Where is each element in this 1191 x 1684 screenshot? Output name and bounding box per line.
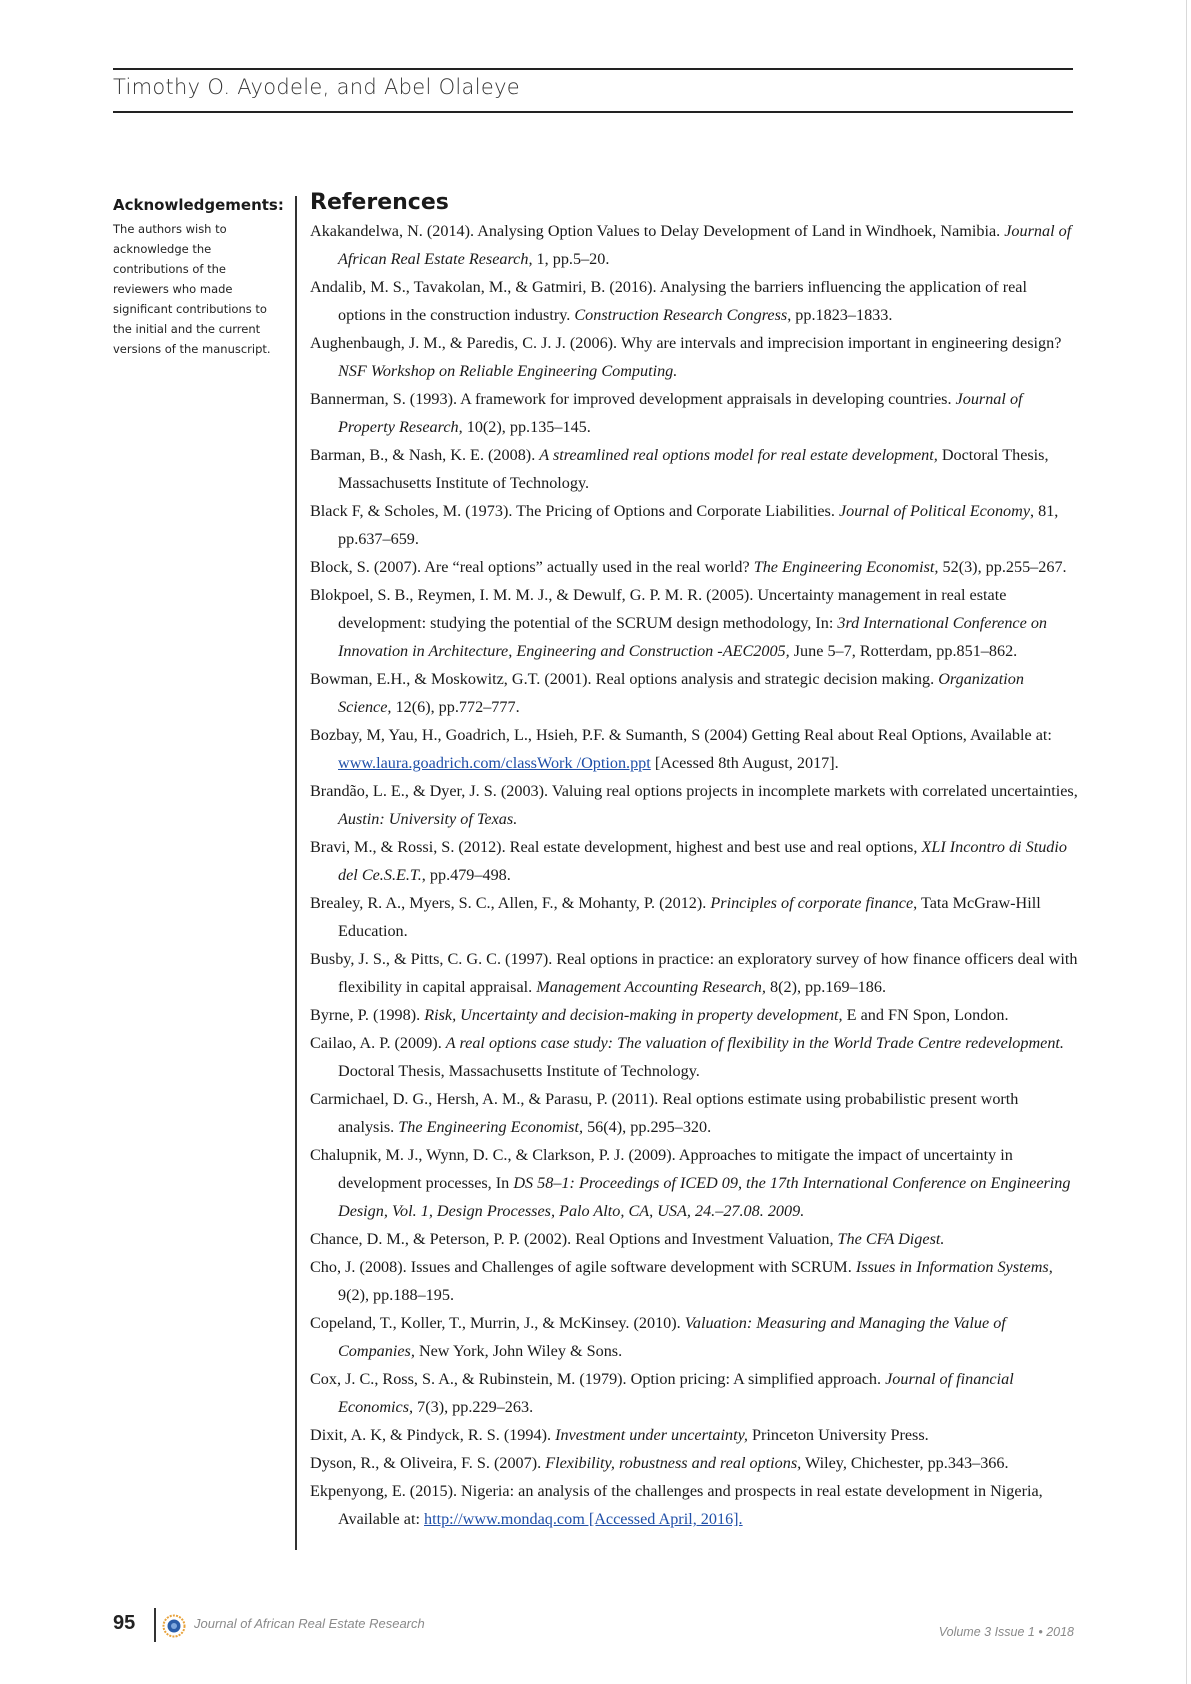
reference-text: Cox, J. C., Ross, S. A., & Rubinstein, M. (1979). Option pricing: A simplified approach. bbox=[310, 1370, 886, 1388]
reference-source-title: Investment under uncertainty, bbox=[555, 1426, 748, 1444]
reference-source-title: Management Accounting Research, bbox=[536, 978, 766, 996]
reference-text: Dixit, A. K, & Pindyck, R. S. (1994). bbox=[310, 1426, 556, 1444]
reference-source-title: The CFA Digest. bbox=[837, 1230, 945, 1248]
reference-source-title: XLI Incontro di Studio del Ce.S.E.T. bbox=[338, 838, 1067, 884]
reference-text: Busby, J. S., & Pitts, C. G. C. (1997). Real options in practice: an exploratory survey of how finance officers deal with flexibility in capital appraisal. bbox=[310, 950, 1078, 996]
reference-text-tail: 8(2), pp.169–186. bbox=[765, 978, 886, 996]
reference-text: Bowman, E.H., & Moskowitz, G.T. (2001). Real options analysis and strategic decision making. bbox=[310, 670, 939, 688]
reference-entry bbox=[310, 1141, 1078, 1225]
reference-text-tail: 1, pp.5–20. bbox=[532, 250, 610, 268]
reference-list bbox=[310, 217, 1078, 1533]
reference-source-title: NSF Workshop on Reliable Engineering Computing. bbox=[338, 362, 678, 380]
reference-text: Brealey, R. A., Myers, S. C., Allen, F., & Mohanty, P. (2012). bbox=[310, 894, 711, 912]
reference-entry bbox=[310, 777, 1078, 833]
reference-text-tail: , Tata McGraw-Hill Education. bbox=[338, 894, 1041, 940]
reference-entry bbox=[310, 385, 1078, 441]
acknowledgements-sidebar bbox=[113, 196, 283, 359]
footer-divider bbox=[154, 1608, 156, 1642]
reference-text: Cailao, A. P. (2009). bbox=[310, 1034, 446, 1052]
acknowledgements-title: Acknowledgements: bbox=[113, 196, 284, 214]
footer-journal-name: Journal of African Real Estate Research bbox=[194, 1616, 425, 1631]
reference-entry bbox=[310, 1309, 1078, 1365]
reference-source-title: The Engineering Economist, bbox=[753, 558, 939, 576]
reference-entry bbox=[310, 833, 1078, 889]
reference-text-tail: 56(4), pp.295–320. bbox=[583, 1118, 712, 1136]
references-title: References bbox=[310, 190, 449, 215]
reference-entry bbox=[310, 1029, 1078, 1085]
reference-source-title: Issues in Information Systems, bbox=[855, 1258, 1053, 1276]
reference-text: Bravi, M., & Rossi, S. (2012). Real estate development, highest and best use and real options, bbox=[310, 838, 922, 856]
reference-text: Carmichael, D. G., Hersh, A. M., & Parasu, P. (2011). Real options estimate using probabilistic present worth analysis. bbox=[310, 1090, 1019, 1136]
reference-text: Andalib, M. S., Tavakolan, M., & Gatmiri, B. (2016). Analysing the barriers influencing the application of real options in the construction industry. bbox=[310, 278, 1027, 324]
reference-entry bbox=[310, 945, 1078, 1001]
acknowledgements-text: The authors wish to acknowledge the contributions of the reviewers who made significant contributions to the initial and the current versions of the manuscript. bbox=[113, 222, 271, 356]
reference-text: Black F, & Scholes, M. (1973). The Pricing of Options and Corporate Liabilities. bbox=[310, 502, 839, 520]
reference-text-tail: 9(2), pp.188–195. bbox=[338, 1286, 454, 1304]
reference-entry bbox=[310, 665, 1078, 721]
reference-source-title: Journal of Property Research, bbox=[338, 390, 1023, 436]
reference-source-title: DS 58–1: Proceedings of ICED 09, the 17th International Conference on Engineering Design, Vol. 1, Design Processes, Palo Alto, CA, USA, 24.–27.08. 2009. bbox=[338, 1174, 1071, 1220]
reference-link[interactable]: http://www.mondaq.com [Accessed April, 2016]. bbox=[424, 1510, 743, 1528]
reference-text: Aughenbaugh, J. M., & Paredis, C. J. J. (2006). Why are intervals and imprecision important in engineering design? bbox=[310, 334, 1062, 352]
reference-entry bbox=[310, 1365, 1078, 1421]
reference-entry bbox=[310, 889, 1078, 945]
column-divider bbox=[295, 196, 297, 1550]
reference-text-tail: Wiley, Chichester, pp.343–366. bbox=[801, 1454, 1009, 1472]
reference-entry bbox=[310, 1001, 1078, 1029]
reference-entry bbox=[310, 1477, 1078, 1533]
reference-entry bbox=[310, 329, 1078, 385]
reference-source-title: 3rd International Conference on Innovation in Architecture, Engineering and Construction -AEC2005, bbox=[338, 614, 1048, 660]
reference-text: Barman, B., & Nash, K. E. (2008). bbox=[310, 446, 540, 464]
reference-source-title: Flexibility, robustness and real options, bbox=[545, 1454, 802, 1472]
reference-entry bbox=[310, 1225, 1078, 1253]
reference-text: Akakandelwa, N. (2014). Analysing Option Values to Delay Development of Land in Windhoek, Namibia. bbox=[310, 222, 1005, 240]
reference-entry bbox=[310, 1253, 1078, 1309]
reference-text: Blokpoel, S. B., Reymen, I. M. M. J., & Dewulf, G. P. M. R. (2005). Uncertainty management in real estate development: studying the potential of the SCRUM design methodology, In: bbox=[310, 586, 1007, 632]
reference-text-tail: June 5–7, Rotterdam, pp.851–862. bbox=[789, 642, 1018, 660]
reference-source-title: Austin: University of Texas. bbox=[338, 810, 518, 828]
reference-source-title: A real options case study: The valuation of flexibility in the World Trade Centre redevelopment. bbox=[445, 1034, 1064, 1052]
reference-entry bbox=[310, 441, 1078, 497]
reference-text: Block, S. (2007). Are “real options” actually used in the real world? bbox=[310, 558, 754, 576]
reference-entry bbox=[310, 721, 1078, 777]
reference-text-tail: Doctoral Thesis, Massachusetts Institute of Technology. bbox=[338, 1062, 700, 1080]
reference-text: Byrne, P. (1998). bbox=[310, 1006, 425, 1024]
reference-source-title: Journal of Political Economy bbox=[838, 502, 1031, 520]
reference-text: Dyson, R., & Oliveira, F. S. (2007). bbox=[310, 1454, 546, 1472]
reference-text-tail: 52(3), pp.255–267. bbox=[938, 558, 1067, 576]
reference-source-title: Journal of African Real Estate Research, bbox=[338, 222, 1072, 268]
reference-source-title: Organization Science, bbox=[338, 670, 1024, 716]
reference-text-tail: E and FN Spon, London. bbox=[842, 1006, 1009, 1024]
reference-source-title: A streamlined real options model for real estate development, bbox=[539, 446, 938, 464]
footer-volume-info: Volume 3 Issue 1 • 2018 bbox=[938, 1625, 1074, 1639]
reference-text-tail: 10(2), pp.135–145. bbox=[462, 418, 591, 436]
header-rule-top bbox=[113, 68, 1073, 70]
reference-entry bbox=[310, 553, 1078, 581]
reference-text: Chalupnik, M. J., Wynn, D. C., & Clarkson, P. J. (2009). Approaches to mitigate the impact of uncertainty in development processes, In bbox=[310, 1146, 1013, 1192]
page-number: 95 bbox=[113, 1612, 136, 1634]
reference-text-tail: Doctoral Thesis, Massachusetts Institute of Technology. bbox=[338, 446, 1049, 492]
reference-text: Bannerman, S. (1993). A framework for improved development appraisals in developing countries. bbox=[310, 390, 956, 408]
reference-entry bbox=[310, 217, 1078, 273]
reference-entry bbox=[310, 1449, 1078, 1477]
reference-text-tail: 7(3), pp.229–263. bbox=[413, 1398, 534, 1416]
reference-source-title: Valuation: Measuring and Managing the Value of Companies, bbox=[338, 1314, 1006, 1360]
reference-text: Copeland, T., Koller, T., Murrin, J., & McKinsey. (2010). bbox=[310, 1314, 685, 1332]
reference-text: Brandão, L. E., & Dyer, J. S. (2003). Valuing real options projects in incomplete markets with correlated uncertainties, bbox=[310, 782, 1078, 800]
references-section bbox=[310, 190, 1078, 1533]
reference-text: Ekpenyong, E. (2015). Nigeria: an analysis of the challenges and prospects in real estate development in Nigeria, Available at: bbox=[310, 1482, 1043, 1528]
reference-entry bbox=[310, 1421, 1078, 1449]
reference-entry bbox=[310, 1085, 1078, 1141]
reference-text: Cho, J. (2008). Issues and Challenges of agile software development with SCRUM. bbox=[310, 1258, 856, 1276]
reference-source-title: Principles of corporate finance bbox=[710, 894, 914, 912]
reference-source-title: Risk, Uncertainty and decision-making in property development, bbox=[424, 1006, 843, 1024]
journal-logo-icon bbox=[162, 1614, 186, 1638]
reference-text-tail: 12(6), pp.772–777. bbox=[391, 698, 520, 716]
reference-link[interactable]: www.laura.goadrich.com/classWork /Option.ppt bbox=[338, 754, 651, 772]
reference-entry bbox=[310, 273, 1078, 329]
reference-text: Chance, D. M., & Peterson, P. P. (2002). Real Options and Investment Valuation, bbox=[310, 1230, 838, 1248]
reference-text-tail: , pp.479–498. bbox=[421, 866, 511, 884]
reference-text: Bozbay, M, Yau, H., Goadrich, L., Hsieh, P.F. & Sumanth, S (2004) Getting Real about Real Options, Available at: bbox=[310, 726, 1052, 744]
reference-source-title: Journal of financial Economics, bbox=[338, 1370, 1014, 1416]
reference-text-tail: , 81, pp.637–659. bbox=[338, 502, 1059, 548]
reference-entry bbox=[310, 497, 1078, 553]
reference-text-tail: Princeton University Press. bbox=[747, 1426, 929, 1444]
reference-source-title: The Engineering Economist, bbox=[398, 1118, 584, 1136]
header-rule-bottom bbox=[113, 111, 1073, 113]
running-head-authors: Timothy O. Ayodele, and Abel Olaleye bbox=[113, 75, 521, 99]
reference-text-tail: [Acessed 8th August, 2017]. bbox=[650, 754, 839, 772]
reference-text-tail: New York, John Wiley & Sons. bbox=[414, 1342, 623, 1360]
reference-text-tail: , pp.1823–1833. bbox=[787, 306, 893, 324]
reference-source-title: Construction Research Congress bbox=[574, 306, 788, 324]
reference-entry bbox=[310, 581, 1078, 665]
page-edge bbox=[1186, 0, 1187, 1684]
